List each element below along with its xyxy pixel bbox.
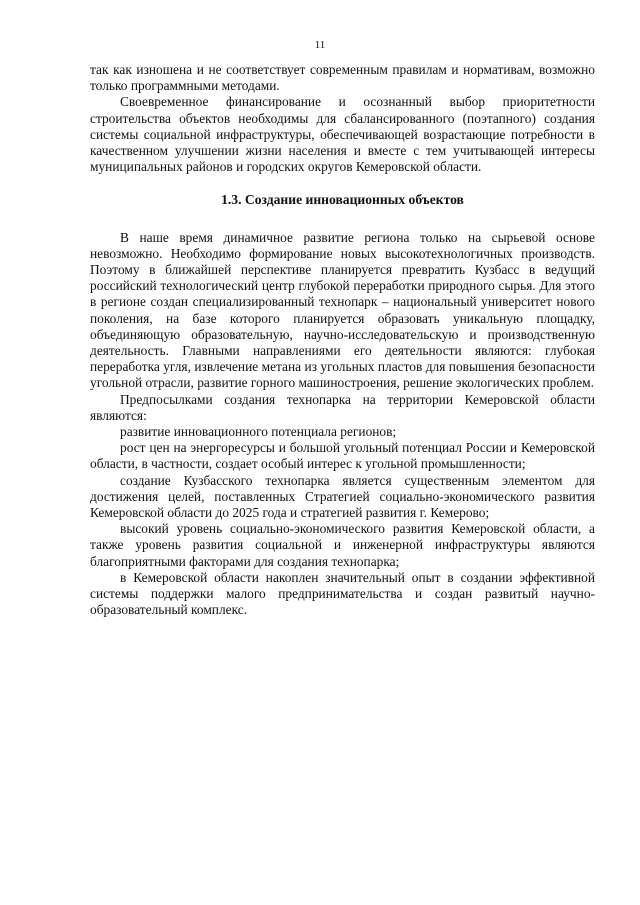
paragraph-continuation: так как изношена и не соответствует современным правилам и нормативам, возможно только программными методами. (90, 62, 595, 94)
list-item-development-level: высокий уровень социально-экономического развития Кемеровской области, а также уровень развития социальной и инженерной инфраструктуры являются благоприятными факторами для создания технопарка; (90, 521, 595, 569)
paragraph-prerequisites-intro: Предпосылками создания технопарка на территории Кемеровской области являются: (90, 391, 595, 423)
document-body (90, 62, 595, 619)
list-item-energy-prices: рост цен на энергоресурсы и большой угольный потенциал России и Кемеровской области, в частности, создает особый интерес к угольной промышленности; (90, 440, 595, 472)
list-item-innovation-potential: развитие инновационного потенциала регионов; (120, 424, 397, 440)
list-item-small-business: в Кемеровской области накоплен значительный опыт в создании эффективной системы поддержки малого предпринимательства и создан развитый научно-образовательный комплекс. (90, 569, 595, 618)
page-number: 11 (314, 39, 326, 51)
paragraph-innovation-intro: В наше время динамичное развитие региона только на сырьевой основе невозможно. Необходимо формирование новых высокотехнологичных производств. Поэтому в ближайшей перспективе планируется превратить Кузбасс в ведущий российский технологический центр глубокой переработки природного сырья. Для этого в регионе создан специализированный технопарк – национальный университет нового поколения, на базе которого планируется образовать уникальную площадку, объединяющую образовательную, научно-исследовательскую и производственную деятельность. Главными направлениями его деятельности являются: глубокая переработка угля, извлечение метана из угольных пластов для повышения безопасности угольной отрасли, развитие горного машиностроения, решение экологических проблем. (90, 229, 595, 391)
section-heading: 1.3. Создание инновационных объектов (221, 192, 464, 208)
paragraph-financing: Своевременное финансирование и осознанный выбор приоритетности строительства объектов необходимы для сбалансированного (поэтапного) создания системы социальной инфраструктуры, обеспечивающей возрастающие потребности в качественном улучшении жизни населения и вместе с тем учитывающей интересы муниципальных районов и городских округов Кемеровской области. (90, 94, 595, 175)
list-item-technopark-strategy: создание Кузбасского технопарка является существенным элементом для достижения целей, поставленных Стратегией социально-экономического развития Кемеровской области до 2025 года и стратегией развития г. Кемерово; (90, 472, 595, 521)
